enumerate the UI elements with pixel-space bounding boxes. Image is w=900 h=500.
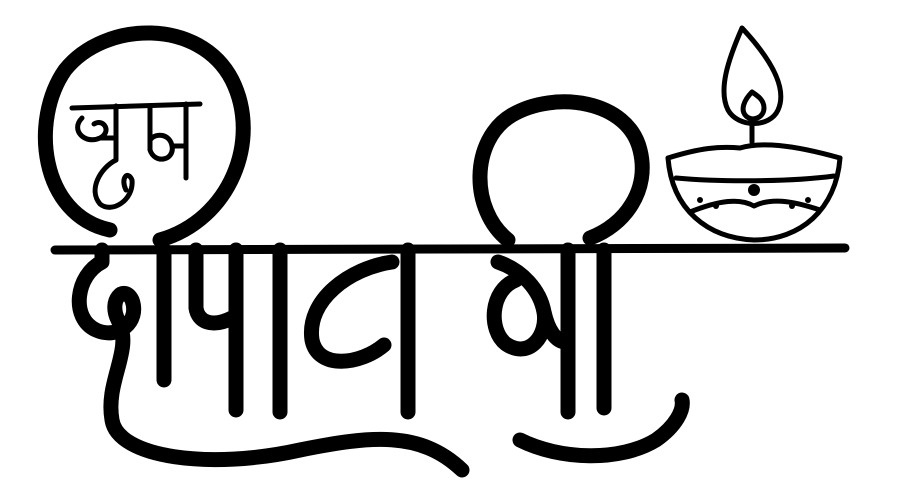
lamp-dot-left-2 — [713, 203, 719, 209]
letter-la — [494, 250, 568, 412]
small-word-lettering — [45, 33, 243, 240]
oil-lamp-icon — [668, 28, 840, 240]
large-word-lettering — [55, 102, 845, 470]
lamp-dot-left-1 — [697, 197, 703, 203]
small-word-u-matra — [95, 160, 132, 207]
lamp-rim — [668, 145, 840, 158]
small-word-sha — [78, 106, 116, 160]
lamp-band-top — [676, 176, 834, 181]
letter-pa — [196, 250, 236, 410]
lamp-center-dot — [748, 184, 760, 196]
letter-va — [311, 250, 408, 412]
lamp-band-wave — [690, 201, 820, 212]
small-word-bha — [150, 104, 186, 178]
small-word-headline — [72, 104, 200, 108]
small-word-loop — [45, 33, 243, 240]
flame-outer — [724, 28, 781, 124]
large-word-headline — [55, 248, 845, 250]
lamp-bowl — [668, 158, 840, 240]
lamp-dot-right-2 — [805, 197, 811, 203]
lamp-dot-right-1 — [789, 203, 795, 209]
flame-inner — [743, 92, 764, 119]
letter-ii-matra-loop — [480, 102, 642, 240]
